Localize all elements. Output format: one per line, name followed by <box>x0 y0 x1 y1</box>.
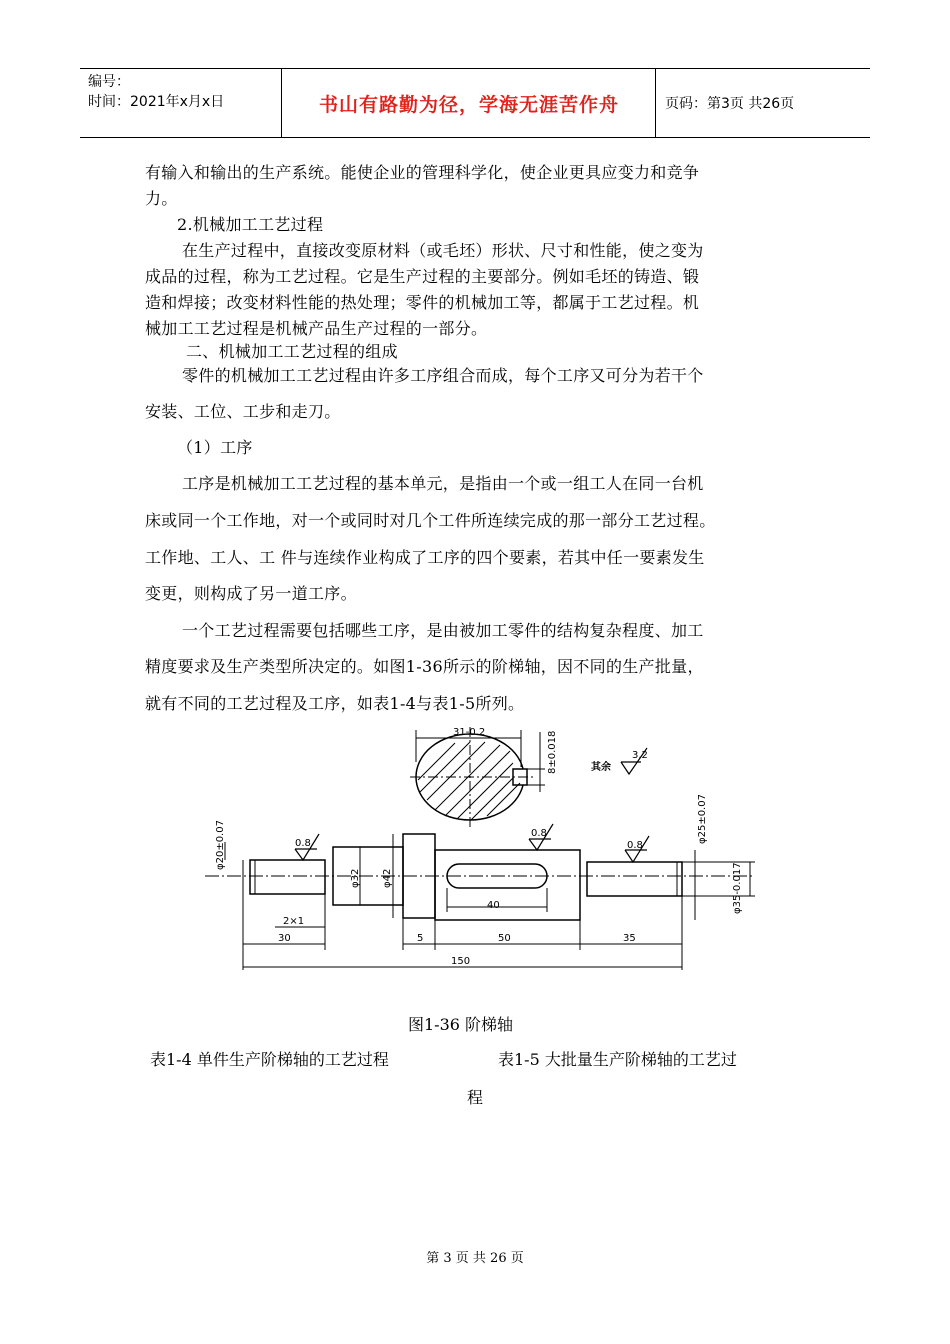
dim-chamfer: 2×1 <box>283 916 305 927</box>
section-heading: （1）工序 <box>177 438 253 457</box>
section-heading: 二、机械加工工艺过程的组成 <box>186 342 398 361</box>
table-caption-1-4: 表1-4 单件生产阶梯轴的工艺过程 <box>150 1050 389 1069</box>
stepped-shaft-drawing <box>195 722 775 982</box>
shaft-left-section <box>250 860 325 894</box>
body-line: 变更，则构成了另一道工序。 <box>145 584 357 603</box>
body-line: 在生产过程中，直接改变原材料（或毛坯）形状、尺寸和性能，使之变为 <box>182 241 704 260</box>
body-line: 工作地、工人、工 件与连续作业构成了工序的四个要素，若其中任一要素发生 <box>145 548 705 567</box>
body-line: 精度要求及生产类型所决定的。如图1-36所示的阶梯轴，因不同的生产批量， <box>145 657 704 676</box>
dim-40: 40 <box>487 900 500 911</box>
figure-caption: 图1-36 阶梯轴 <box>408 1015 514 1034</box>
header-left-cell <box>80 69 282 137</box>
body-line: 零件的机械加工工艺过程由许多工序组合而成，每个工序又可分为若干个 <box>182 366 704 385</box>
table-caption-1-5: 表1-5 大批量生产阶梯轴的工艺过 <box>498 1050 737 1069</box>
body-line: 一个工艺过程需要包括哪些工序，是由被加工零件的结构复杂程度、加工 <box>182 621 704 640</box>
dim-phi32: φ32 <box>350 868 361 888</box>
page-info: 页码：第3页 共26页 <box>665 96 795 112</box>
dim-keyway: 8±0.018 <box>547 730 558 774</box>
dim-phi35: φ35-0.017 <box>732 862 743 914</box>
dim-30: 30 <box>278 933 291 944</box>
body-line: 力。 <box>145 189 178 208</box>
table-caption-1-5-continued: 程 <box>467 1088 484 1107</box>
body-line: 工序是机械加工工艺过程的基本单元，是指由一个或一组工人在同一台机 <box>182 474 704 493</box>
motto: 书山有路勤为径，学海无涯苦作舟 <box>283 69 656 137</box>
body-line: 成品的过程，称为工艺过程。它是生产过程的主要部分。例如毛坯的铸造、锻 <box>145 267 700 286</box>
body-line: 床或同一个工作地，对一个或同时对几个工件所连续完成的那一部分工艺过程。 <box>145 511 716 530</box>
ra-right: 0.8 <box>627 840 643 851</box>
ra-rest: 3.2 <box>632 750 648 761</box>
body-line: 就有不同的工艺过程及工序，如表1-4与表1-5所列。 <box>145 694 525 713</box>
shaft-right-section <box>587 862 682 896</box>
dim-50: 50 <box>498 933 511 944</box>
rest-label: 其余 <box>591 762 611 773</box>
dim-35: 35 <box>623 933 636 944</box>
dim-phi25: φ25±0.07 <box>697 794 708 844</box>
document-number-label: 编号： <box>88 74 130 90</box>
date-label: 时间：2021年x月x日 <box>88 94 225 110</box>
dim-phi42: φ42 <box>382 868 393 888</box>
dim-phi20: φ20±0.07 <box>215 820 226 870</box>
body-line: 械加工工艺过程是机械产品生产过程的一部分。 <box>145 319 488 338</box>
dim-5: 5 <box>417 933 424 944</box>
dim-150: 150 <box>451 956 471 967</box>
body-line: 安装、工位、工步和走刀。 <box>145 402 341 421</box>
dim-31: 31-0.2 <box>453 727 486 738</box>
ra-middle: 0.8 <box>531 828 547 839</box>
shaft-middle-section <box>435 850 580 920</box>
body-line: 有输入和输出的生产系统。能使企业的管理科学化，使企业更具应变力和竞争 <box>145 163 700 182</box>
page-footer: 第 3 页 共 26 页 <box>426 1251 524 1266</box>
ra-left: 0.8 <box>295 838 311 849</box>
body-line: 造和焊接；改变材料性能的热处理；零件的机械加工等，都属于工艺过程。机 <box>145 293 700 312</box>
section-heading: 2.机械加工工艺过程 <box>177 215 324 234</box>
page-header <box>80 68 870 138</box>
